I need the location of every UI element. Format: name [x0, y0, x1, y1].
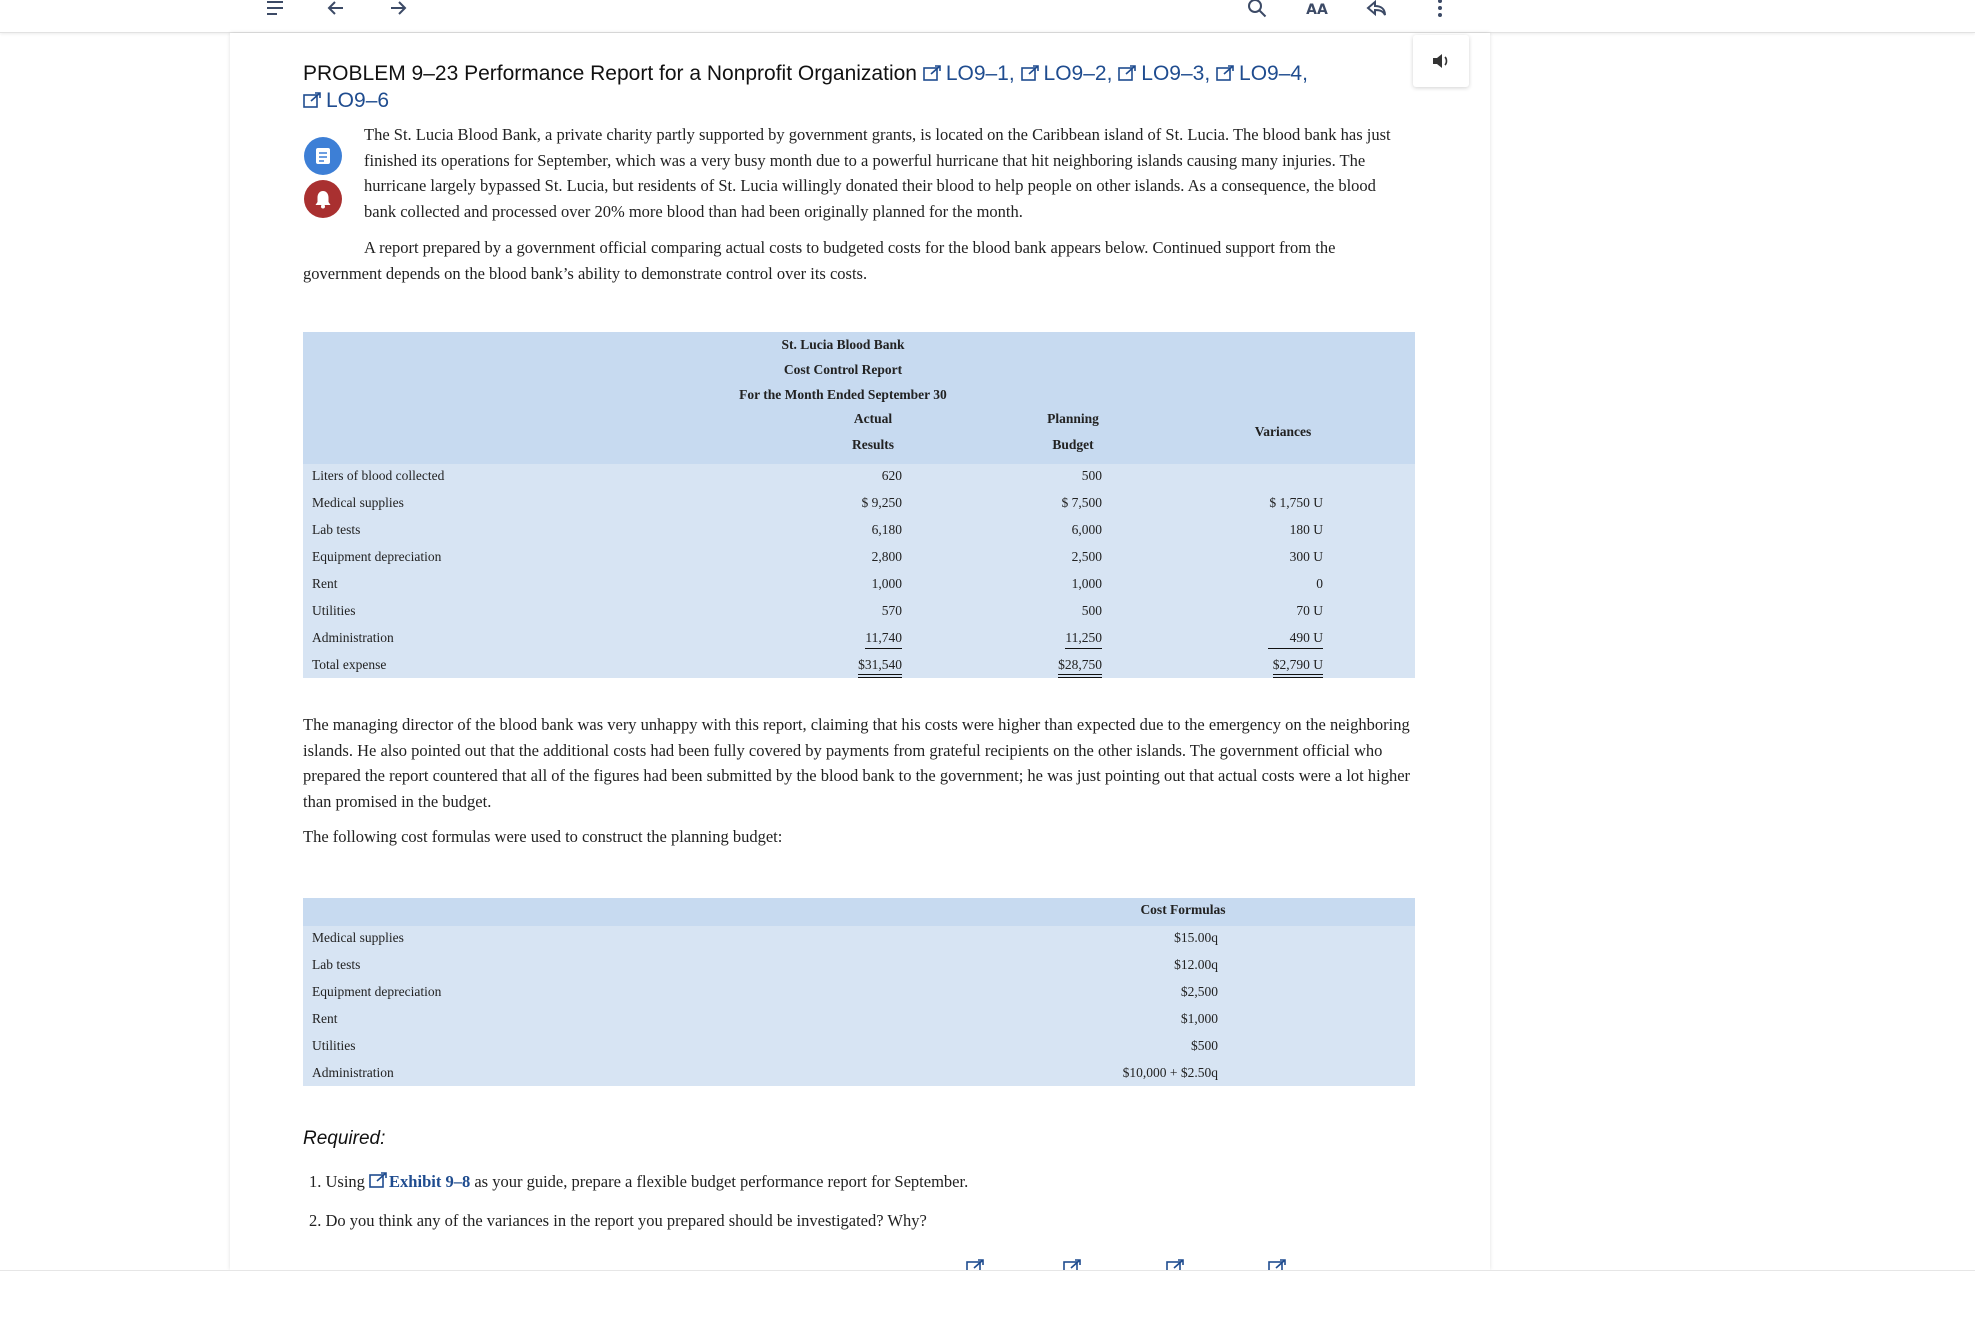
- share-icon[interactable]: [1363, 0, 1391, 22]
- reader-toolbar: [0, 0, 1975, 33]
- col-header-variances: Variances: [1254, 424, 1312, 439]
- external-link-icon: [966, 1258, 984, 1270]
- search-icon[interactable]: [1243, 0, 1271, 22]
- text-size-icon[interactable]: AA: [1306, 2, 1328, 18]
- external-link-icon: [1166, 1258, 1184, 1270]
- external-link-icon: [369, 1171, 389, 1189]
- col-header-cost-formulas: Cost Formulas: [1140, 902, 1226, 917]
- report-title-org: St. Lucia Blood Bank: [781, 337, 905, 352]
- lo-link-3[interactable]: LO9–3,: [1118, 62, 1210, 85]
- external-link-icon: [1118, 64, 1138, 82]
- external-link-icon: [1268, 1258, 1286, 1270]
- table-row: Medical supplies $15.00q: [312, 930, 1218, 945]
- required-item-1: 1. Using Exhibit 9–8 as your guide, prepare a flexible budget performance report for September.: [309, 1172, 969, 1191]
- report-title-name: Cost Control Report: [783, 362, 903, 377]
- external-link-icon: [1216, 64, 1236, 82]
- more-options-icon[interactable]: [1426, 0, 1454, 22]
- bottom-blank-area: [0, 1270, 1975, 1336]
- required-item-2: 2. Do you think any of the variances in the report you prepared should be investigated? Why?: [309, 1211, 927, 1230]
- table-row: Total expense $31,540 $28,750 $2,790 U: [303, 653, 1415, 679]
- problem-title-text: PROBLEM 9–23 Performance Report for a Nonprofit Organization: [303, 62, 917, 85]
- alert-bell-icon[interactable]: [304, 180, 342, 218]
- lo-link-4[interactable]: LO9–4,: [1216, 62, 1308, 85]
- worksheet-icon[interactable]: [304, 137, 342, 175]
- table-row: Utilities 570 500 70 U: [312, 603, 1323, 618]
- director-response-paragraph: The managing director of the blood bank was very unhappy with this report, claiming that his costs were higher than expected due to the emergency on the neighboring islands. He also pointed out that the additional costs had been fully covered by payments from grateful recipients on the other islands. The government official who prepared the report countered that all of the figures had been submitted by the blood bank to the government; he was just pointing out that actual costs were a lot higher than promised in the budget.: [303, 715, 1411, 811]
- table-row: Utilities $500: [312, 1038, 1218, 1053]
- forward-arrow-icon[interactable]: [384, 0, 412, 22]
- table-row: Equipment depreciation $2,500: [312, 984, 1218, 999]
- table-row: Lab tests 6,180 6,000 180 U: [312, 522, 1323, 537]
- required-heading: Required:: [303, 1128, 386, 1149]
- back-arrow-icon[interactable]: [322, 0, 350, 22]
- table-row: Equipment depreciation 2,800 2,500 300 U: [312, 549, 1323, 564]
- table-row: Medical supplies $ 9,250 $ 7,500 $ 1,750 U: [312, 495, 1323, 510]
- exhibit-link[interactable]: Exhibit 9–8: [369, 1172, 470, 1191]
- intro-paragraph: The St. Lucia Blood Bank, a private charity partly supported by government grants, is located on the Caribbean island of St. Lucia. The blood bank has just finished its operations for September, which was a very busy month due to a powerful hurricane that hit neighboring islands causing many injuries. The hurricane largely bypassed St. Lucia, but residents of St. Lucia willingly donated their blood to help people on other islands. As a consequence, the blood bank collected and processed over 20% more blood than had been originally planned for the month.: [364, 125, 1391, 221]
- cost-formulas-intro: The following cost formulas were used to construct the planning budget:: [303, 827, 783, 846]
- external-link-icon: [303, 91, 323, 109]
- cost-formulas-table: [303, 898, 1415, 1086]
- lo-link-5[interactable]: LO9–6: [303, 89, 389, 112]
- lo-link-2[interactable]: LO9–2,: [1021, 62, 1113, 85]
- table-row: Liters of blood collected 620 500: [312, 468, 1102, 483]
- col-header-planning: Planning Budget: [1047, 411, 1099, 452]
- table-row: Rent $1,000: [312, 1011, 1218, 1026]
- report-title-period: For the Month Ended September 30: [739, 387, 947, 402]
- menu-icon[interactable]: [261, 0, 289, 22]
- table-header: [303, 898, 1415, 926]
- table-row: Administration 11,740 11,250 490 U: [303, 626, 1415, 652]
- external-link-icon: [1063, 1258, 1081, 1270]
- read-aloud-button[interactable]: [1413, 35, 1469, 87]
- external-link-icon: [923, 64, 943, 82]
- cost-control-report-table: [303, 332, 1415, 678]
- table-header: [303, 332, 1415, 464]
- report-intro-paragraph: A report prepared by a government official comparing actual costs to budgeted costs for the blood bank appears below. Continued support from the government depends on the blood bank’s ability to demonstrate control over its costs.: [303, 238, 1336, 283]
- col-header-actual: Actual Results: [851, 411, 894, 452]
- lo-link-1[interactable]: LO9–1,: [923, 62, 1015, 85]
- external-link-icon: [1021, 64, 1041, 82]
- problem-title: [303, 60, 1353, 114]
- speaker-icon: [1432, 53, 1450, 69]
- table-row: Rent 1,000 1,000 0: [312, 576, 1323, 591]
- table-row: Lab tests $12.00q: [312, 957, 1218, 972]
- table-row: Administration $10,000 + $2.50q: [312, 1065, 1218, 1080]
